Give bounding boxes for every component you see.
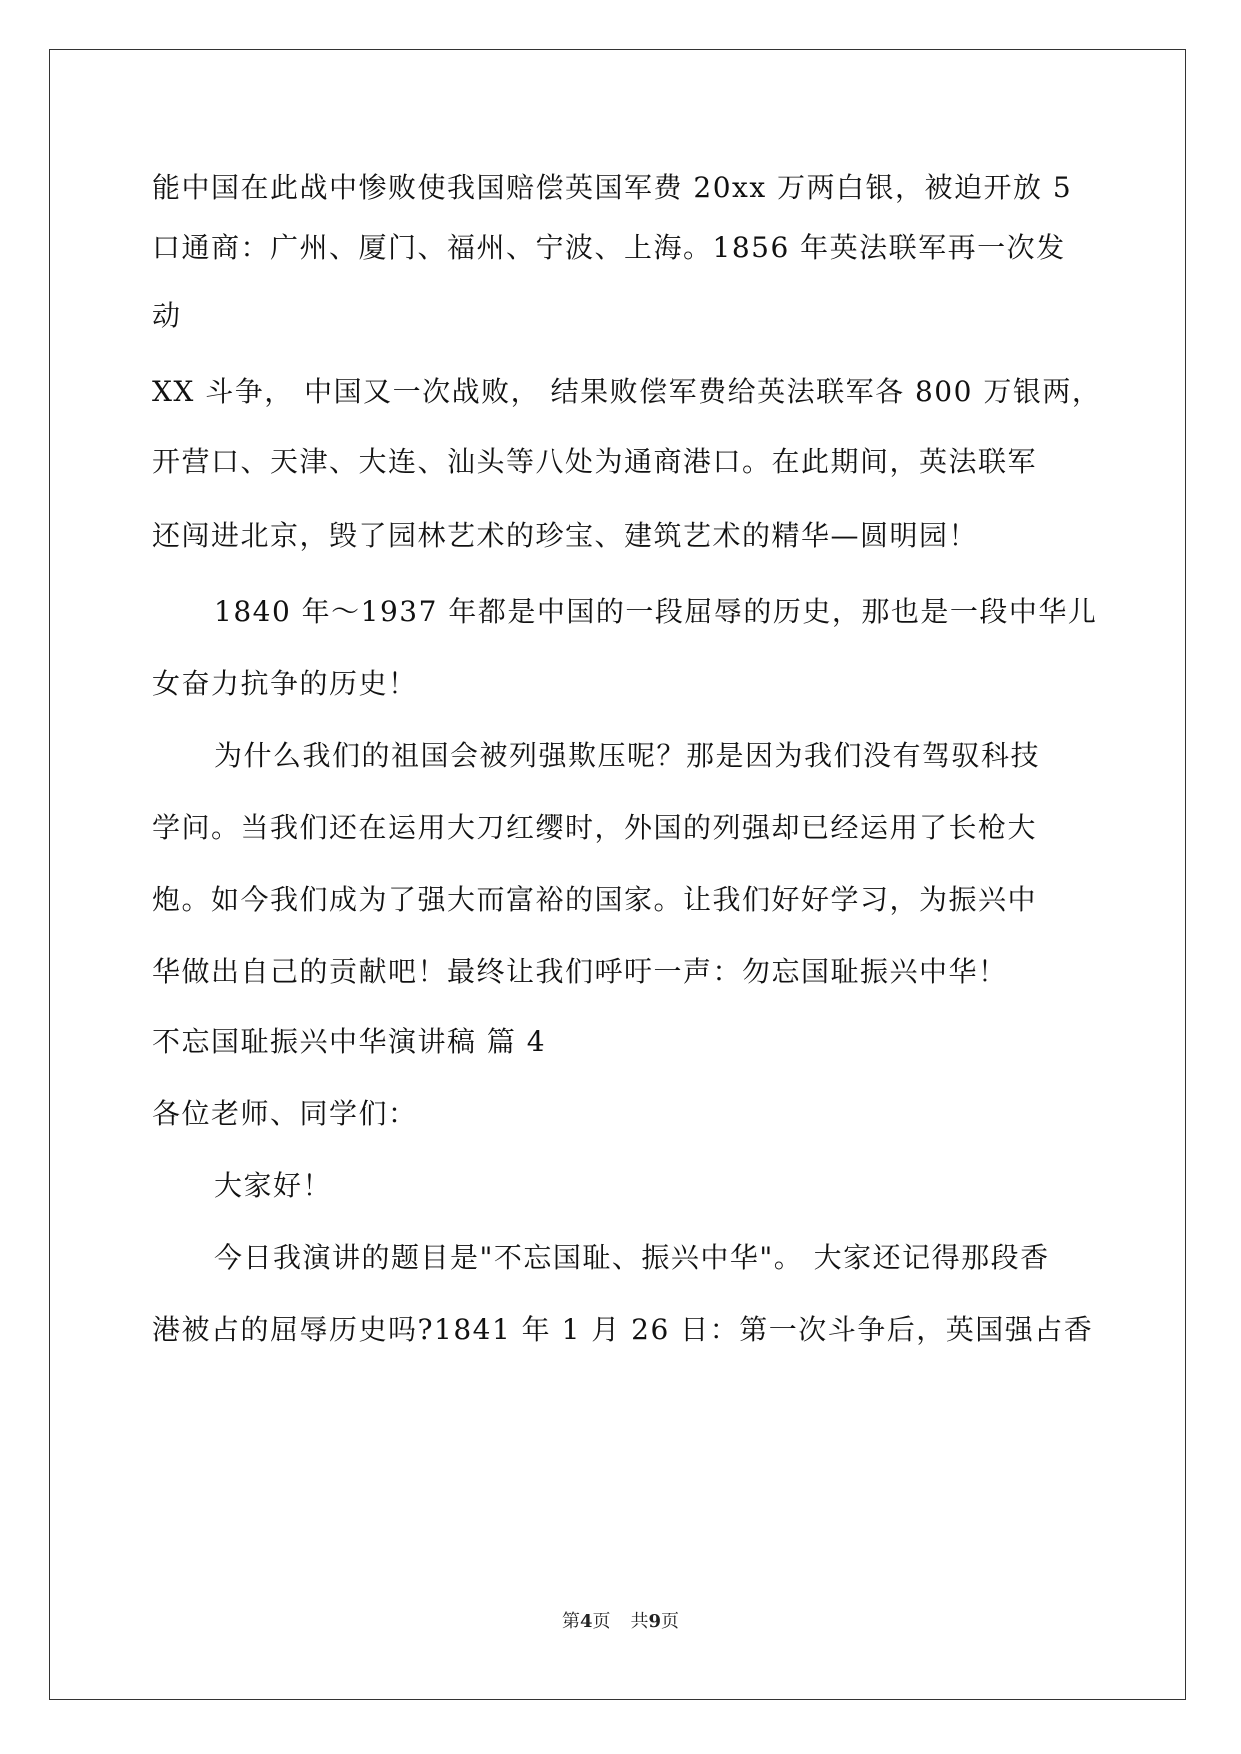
total-pages: 9 [648, 1611, 662, 1632]
text-line: 口通商：广州、厦门、福州、宁波、上海。1856 年英法联军再一次发 [152, 231, 1066, 264]
text-line: 港被占的屈辱历史吗?1841 年 1 月 26 日：第一次斗争后，英国强占香 [152, 1313, 1094, 1346]
text-line: XX 斗争， 中国又一次战败， 结果败偿军费给英法联军各 800 万银两， [152, 375, 1102, 408]
text-line: 女奋力抗争的历史！ [152, 667, 418, 700]
text-line: 今日我演讲的题目是"不忘国耻、振兴中华"。 大家还记得那段香 [214, 1241, 1050, 1274]
page-suffix: 页 [592, 1611, 611, 1632]
section-heading: 不忘国耻振兴中华演讲稿 篇 4 [152, 1025, 547, 1058]
text-line: 还闯进北京，毁了园林艺术的珍宝、建筑艺术的精华—圆明园！ [152, 519, 979, 552]
text-line: 开营口、天津、大连、汕头等八处为通商港口。在此期间，英法联军 [152, 445, 1038, 478]
greeting: 大家好！ [214, 1169, 333, 1202]
text-line: 动 [152, 299, 182, 332]
text-line: 学问。当我们还在运用大刀红缨时，外国的列强却已经运用了长枪大 [152, 811, 1038, 844]
salutation: 各位老师、同学们： [152, 1097, 418, 1130]
text-line: 1840 年～1937 年都是中国的一段屈辱的历史，那也是一段中华儿 [214, 595, 1098, 628]
page-footer [0, 1610, 1241, 1634]
page-border [49, 49, 1186, 1700]
total-prefix: 共 [630, 1611, 649, 1632]
text-line: 华做出自己的贡献吧！最终让我们呼吁一声：勿忘国耻振兴中华！ [152, 955, 1008, 988]
text-line: 炮。如今我们成为了强大而富裕的国家。让我们好好学习，为振兴中 [152, 883, 1038, 916]
text-line: 能中国在此战中惨败使我国赔偿英国军费 20xx 万两白银，被迫开放 5 [152, 171, 1073, 204]
total-suffix: 页 [661, 1611, 680, 1632]
text-line: 为什么我们的祖国会被列强欺压呢？那是因为我们没有驾驭科技 [214, 739, 1041, 772]
page-prefix: 第 [561, 1611, 580, 1632]
page-number: 4 [579, 1611, 593, 1632]
